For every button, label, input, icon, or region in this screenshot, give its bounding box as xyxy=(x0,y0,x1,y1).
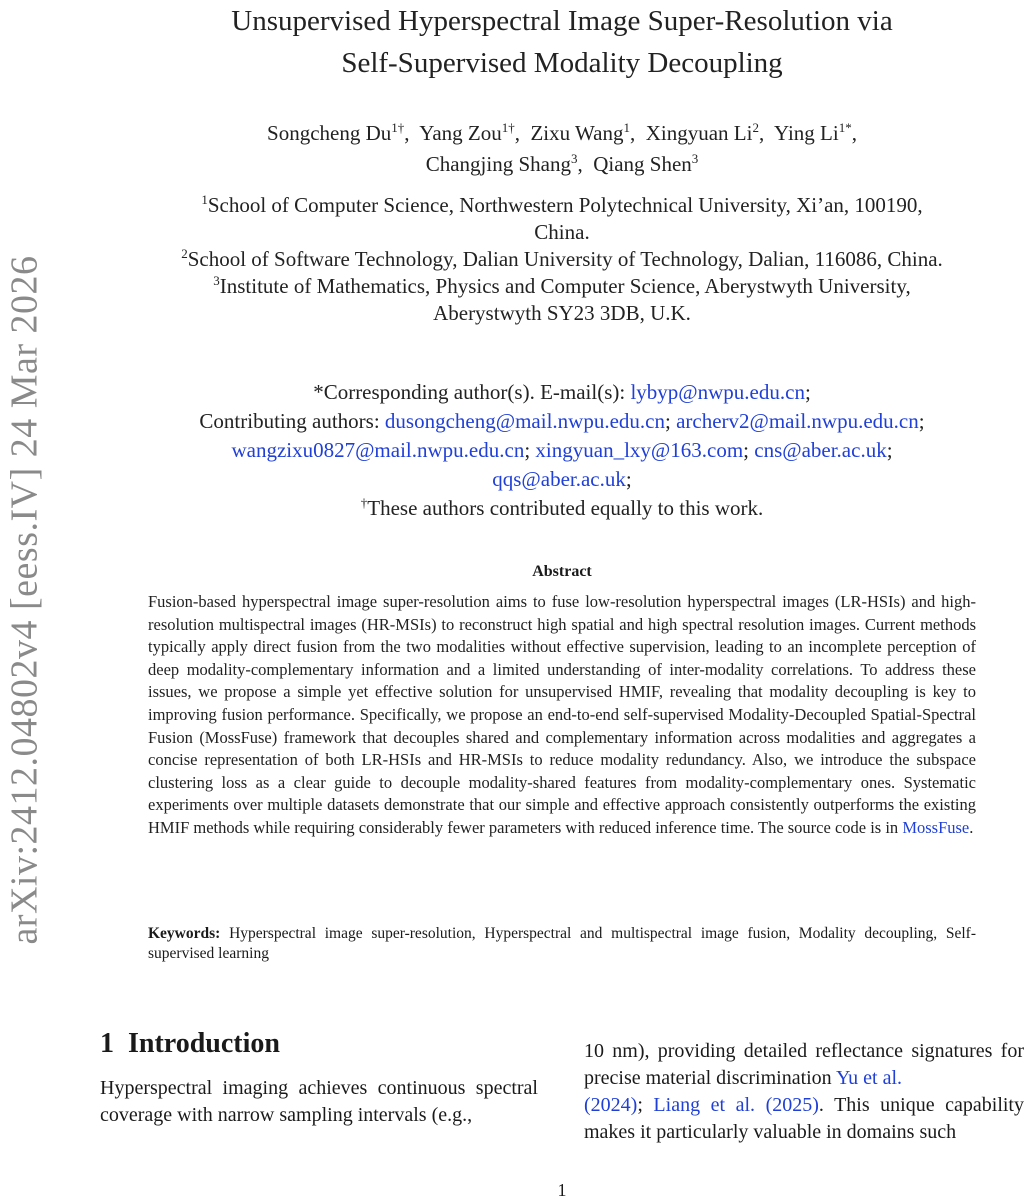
author: Changjing Shang xyxy=(425,152,571,176)
email-link[interactable]: lybyp@nwpu.edu.cn xyxy=(630,380,805,404)
section-number: 1 xyxy=(100,1028,114,1059)
author-sup: 1† xyxy=(501,120,515,135)
affiliation: Institute of Mathematics, Physics and Computer Science, Aberystwyth University, xyxy=(219,274,911,298)
abstract-heading: Abstract xyxy=(532,563,592,580)
section-title: Introduction xyxy=(128,1028,280,1059)
email-link[interactable]: wangzixu0827@mail.nwpu.edu.cn xyxy=(231,438,525,462)
title-line-2: Self-Supervised Modality Decoupling xyxy=(341,47,783,79)
email-link[interactable]: archerv2@mail.nwpu.edu.cn xyxy=(676,409,919,433)
author: Zixu Wang xyxy=(530,121,624,145)
corresponding-label: *Corresponding author(s). E-mail(s): xyxy=(313,380,631,404)
abstract-text: Fusion-based hyperspectral image super-resolution aims to fuse low-resolution hyperspectral images (LR-HSIs) and high-resolution multispectral images (HR-MSIs) to reconstruct high spatial and high spectral resolution images. Current methods typically apply direct fusion from the two modalities without effective supervision, leading to an incomplete perception of deep modality-complementary information and a limited understanding of inter-modality correlations. To address these issues, we propose a simple yet effective solution for unsupervised HMIF, revealing that modality decoupling is key to improving fusion performance. Specifically, we propose an end-to-end self-supervised Modality-Decoupled Spatial-Spectral Fusion (MossFuse) framework that decouples shared and complementary information across modalities and aggregates a concise representation of both LR-HSIs and HR-MSIs to reduce modality redundancy. Also, we introduce the subspace clustering loss as a clear guide to decouple modality-shared features from modality-complementary ones. Systematic experiments over multiple datasets demonstrate that our simple and effective approach consistently outperforms the existing HMIF methods while requiring considerably fewer parameters with reduced inference time. The source code is in xyxy=(148,592,976,837)
author-sup: 1† xyxy=(391,120,405,135)
arxiv-id: arXiv:2412.04802v4 [eess.IV] 24 Mar 2026 xyxy=(4,255,47,945)
affiliation: Aberystwyth SY23 3DB, U.K. xyxy=(433,301,691,325)
page-number: 1 xyxy=(557,1180,567,1200)
section-heading xyxy=(100,1028,540,1060)
author-sup: 1* xyxy=(838,120,852,135)
keywords-text: Hyperspectral image super-resolution, Hyperspectral and multispectral image fusion, Modality decoupling, Self-supervised learning xyxy=(148,925,976,962)
author-sup: 3 xyxy=(570,151,578,166)
affiliation-sup: 2 xyxy=(181,246,188,261)
equal-contrib-note: These authors contributed equally to this work. xyxy=(367,496,764,520)
intro-text: 10 nm), providing detailed reflectance signatures for precise material discrimination xyxy=(584,1040,1024,1089)
intro-left-column: Hyperspectral imaging achieves continuous spectral coverage with narrow sampling intervals (e.g., xyxy=(100,1077,538,1126)
email-link[interactable]: cns@aber.ac.uk xyxy=(754,438,887,462)
equal-contrib-mark: † xyxy=(360,495,368,510)
citation-link[interactable]: (2025) xyxy=(765,1094,819,1116)
citation-sep: ; xyxy=(637,1094,654,1116)
contributing-label: Contributing authors: xyxy=(199,409,385,433)
author-sup: 1 xyxy=(623,120,630,135)
abstract-end: . xyxy=(969,817,974,837)
paper-title xyxy=(100,0,1024,84)
email-link[interactable]: qqs@aber.ac.uk xyxy=(492,467,626,491)
citation-link[interactable]: (2024) xyxy=(584,1094,638,1116)
affiliation: School of Software Technology, Dalian University of Technology, Dalian, 116086, China. xyxy=(187,247,943,271)
author: Songcheng Du xyxy=(267,121,392,145)
keywords xyxy=(148,924,976,964)
affiliation: China. xyxy=(534,220,590,244)
author: Ying Li xyxy=(773,121,839,145)
author-sup: 3 xyxy=(691,151,699,166)
abstract-body xyxy=(148,591,976,840)
author: Qiang Shen xyxy=(593,152,692,176)
title-line-1: Unsupervised Hyperspectral Image Super-Resolution via xyxy=(231,5,893,37)
affiliation-sup: 3 xyxy=(213,273,220,288)
author: Xingyuan Li xyxy=(645,121,753,145)
author-list: Songcheng $Du^{1\dagger}$, Yang Zou$^{1\dagger}$, Zixu Wang$^1$, Xingyuan Li$^2$, Ying $Li^{1*}$, Changjing Shang$^3$, Qiang Shen$^3$ xyxy=(267,120,857,176)
email-link[interactable]: xingyuan_lxy@163.com xyxy=(535,438,744,462)
citation-link[interactable]: Yu et al. xyxy=(835,1067,903,1089)
intro-right-column xyxy=(584,1038,1024,1146)
arxiv-stamp xyxy=(0,230,50,970)
author: Yang Zou xyxy=(419,121,502,145)
affiliation-sup: 1 xyxy=(201,192,208,207)
citation-link[interactable]: Liang et al. xyxy=(653,1094,756,1116)
intro-text: . This unique capability makes it particularly valuable in domains such xyxy=(584,1094,1024,1143)
source-code-link[interactable]: MossFuse xyxy=(902,817,970,837)
email-link[interactable]: dusongcheng@mail.nwpu.edu.cn xyxy=(384,409,665,433)
keywords-label: Keywords: xyxy=(148,925,221,942)
author-sup: 2 xyxy=(752,120,759,135)
contact-block: *Corresponding author(s). E-mail(s): lybyp@nwpu.edu.cn; Contributing authors: dusongcheng@mail.nwpu.edu.cn; archerv2@mail.nwpu.edu.cn; wangzixu0827@mail.nwpu.edu.cn; xingyuan_lxy@163.com; cns@aber.ac.uk; qqs@aber.ac.uk; †These authors contributed equally to this work. xyxy=(199,380,925,520)
affiliation-list xyxy=(100,192,1024,327)
affiliation: School of Computer Science, Northwestern Polytechnical University, Xi’an, 100190, xyxy=(207,193,923,217)
